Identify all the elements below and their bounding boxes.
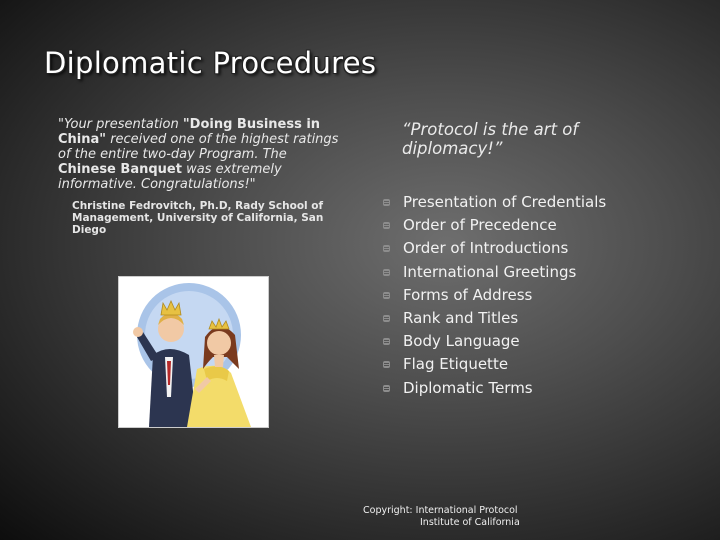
list-item [383, 307, 606, 330]
list-item-label: Rank and Titles [403, 308, 519, 327]
list-item-label: Forms of Address [403, 285, 533, 304]
protocol-quote: “Protocol is the art of diplomacy!” [402, 120, 579, 158]
bullet-icon [383, 269, 390, 276]
bullet-icon [383, 385, 390, 392]
slide-title: Diplomatic Procedures [44, 46, 377, 80]
bullet-icon [383, 361, 390, 368]
list-item [383, 214, 606, 237]
testimonial-end: was extremely informative. Congratulations!" [58, 162, 282, 192]
list-item [383, 284, 606, 307]
list-item-label: Order of Precedence [403, 216, 557, 235]
list-item-label: Order of Introductions [403, 239, 569, 258]
testimonial-middle: received one of the highest ratings of the entire two-day Program. The [58, 132, 339, 162]
list-item-label: International Greetings [403, 262, 577, 281]
copyright-line-1: Copyright: International Protocol [363, 505, 518, 516]
bullet-icon [383, 338, 390, 345]
bullet-icon [383, 315, 390, 322]
testimonial-attribution: Christine Fedrovitch, Ph.D, Rady School of Management, University of California, San Diego [72, 200, 324, 236]
testimonial-quote [58, 117, 348, 192]
bullet-icon [383, 199, 390, 206]
topics-list [383, 191, 606, 400]
royal-couple-illustration [119, 277, 268, 427]
bullet-icon [383, 245, 390, 252]
bullet-icon [383, 292, 390, 299]
list-item-label: Flag Etiquette [403, 355, 509, 374]
list-item [383, 377, 606, 400]
royal-couple-clipart [118, 276, 269, 428]
copyright-notice [363, 505, 538, 529]
list-item-label: Presentation of Credentials [403, 193, 607, 211]
testimonial-highlight-banquet: Chinese Banquet [58, 162, 182, 177]
testimonial-highlight-program: "Doing Business in China" [58, 117, 321, 147]
list-item-label: Body Language [403, 332, 520, 351]
bullet-icon [383, 222, 390, 229]
testimonial-open: "Your presentation [58, 117, 183, 132]
list-item-label: Diplomatic Terms [403, 378, 533, 397]
list-item [383, 237, 606, 260]
list-item [383, 330, 606, 353]
copyright-line-2: Institute of California [420, 517, 520, 528]
list-item [383, 261, 606, 284]
list-item [383, 353, 606, 376]
list-item [383, 191, 606, 214]
